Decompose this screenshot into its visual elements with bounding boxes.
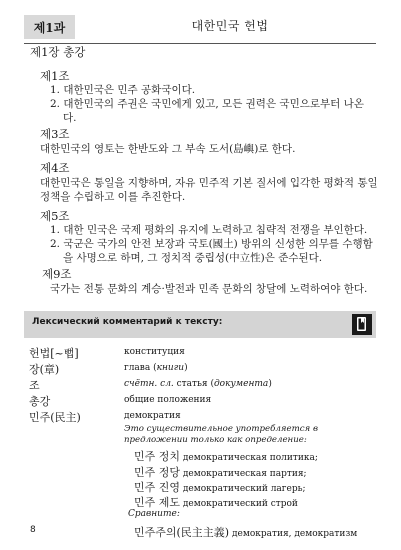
book-icon	[352, 314, 372, 335]
article-5-item: 1. 대한 민국은 국제 평화의 유지에 노력하고 침략적 전쟁을 부인한다.	[50, 224, 368, 236]
example-row	[134, 464, 307, 480]
compare-label: Сравните:	[128, 509, 180, 519]
article-3-title: 제3조	[40, 127, 70, 141]
example-russian: демократический лагерь;	[182, 484, 306, 494]
example-row	[134, 448, 318, 464]
lexicon-definition	[124, 379, 272, 389]
example-korean: 민주 진영	[134, 481, 181, 494]
page-header	[24, 15, 376, 39]
article-4-title: 제4조	[40, 161, 70, 175]
example-russian: демократическая партия;	[182, 469, 307, 479]
example-korean: 민주 제도	[134, 496, 181, 509]
def-text: глава (	[124, 363, 157, 373]
lexicon-definition: общие положения	[124, 395, 212, 405]
example-russian: демократическая политика;	[182, 453, 318, 463]
article-1-item: 2. 대한민국의 주권은 국민에게 있고, 모든 권력은 국민으로부터 나온다.	[50, 98, 364, 124]
lexicon-term: 장(章)	[29, 363, 60, 376]
def-text: )	[184, 363, 188, 373]
lexicon-header	[24, 311, 376, 338]
usage-note: Это существительное употребляется в предложении только как определение:	[124, 424, 318, 445]
article-3-text: 대한민국의 영토는 한반도와 그 부속 도서(島嶼)로 한다.	[40, 143, 296, 155]
page-number: 8	[30, 525, 36, 535]
example-korean: 민주 정당	[134, 466, 181, 479]
article-1-item: 1. 대한민국은 민주 공화국이다.	[50, 84, 196, 96]
lexicon-definition	[124, 363, 188, 373]
lexicon-term: 민주(民主)	[29, 411, 81, 424]
compare-russian: демократия, демократизм	[231, 529, 358, 539]
lexicon-title: Лексический комментарий к тексту:	[32, 317, 223, 327]
def-text: )	[268, 379, 272, 389]
lexicon-term: 헌법[~뻡]	[29, 347, 79, 360]
compare-korean: 민주주의(民主主義)	[134, 526, 230, 539]
def-italic: документа	[213, 379, 269, 389]
compare-row	[134, 524, 357, 540]
chapter-title: 제1장 총강	[30, 45, 86, 59]
def-italic: книги	[156, 363, 185, 373]
article-5-item: 2. 국군은 국가의 안전 보장과 국토(國土) 방위의 신성한 의무를 수행함을 사명으로 하며, 그 정치적 중립성(中立性)은 준수된다.	[50, 238, 373, 264]
lexicon-term: 조	[29, 379, 40, 392]
article-1-body	[50, 83, 375, 125]
example-row	[134, 479, 306, 495]
article-5-body	[50, 223, 375, 265]
def-italic: счётн. сл.	[124, 379, 174, 389]
lexicon-term: 총강	[29, 395, 51, 408]
header-title: 대한민국 헌법	[191, 19, 269, 33]
example-row	[134, 494, 298, 510]
lexicon-definition: конституция	[124, 347, 185, 357]
article-5-title: 제5조	[40, 209, 70, 223]
article-4-text: 대한민국은 통일을 지향하며, 자유 민주적 기본 질서에 입각한 평화적 통일 정책을 수립하고 이를 추진한다.	[40, 177, 378, 203]
lesson-label: 제1과	[24, 15, 75, 39]
article-9-title: 제9조	[42, 267, 72, 281]
def-text: статья (	[173, 379, 214, 389]
example-russian: демократический строй	[182, 499, 298, 509]
example-korean: 민주 정치	[134, 450, 181, 463]
article-9-text: 국가는 전통 문화의 계승·발전과 민족 문화의 창달에 노력하여야 한다.	[50, 283, 368, 295]
article-1-title: 제1조	[40, 69, 70, 83]
lexicon-definition: демократия	[124, 411, 181, 421]
